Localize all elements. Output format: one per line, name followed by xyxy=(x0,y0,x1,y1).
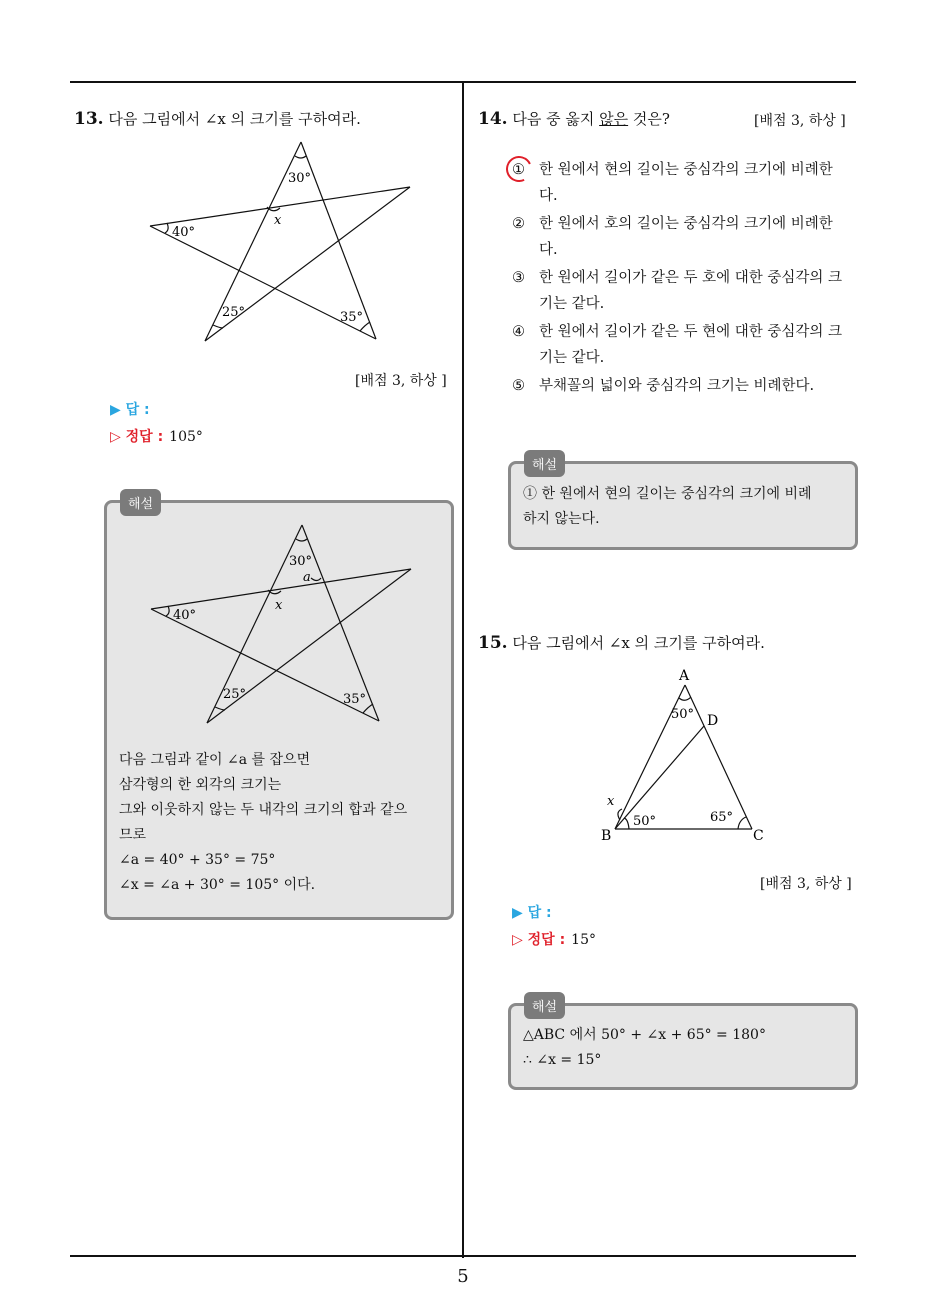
q15-side-AC xyxy=(685,685,752,829)
q15-triangle-figure xyxy=(595,665,775,850)
option-mark: ⑤ xyxy=(512,378,525,394)
option-text: 한 원에서 현의 길이는 중심각의 크기에 비례한 다. xyxy=(539,162,833,204)
option-mark: ② xyxy=(512,216,525,232)
column-divider xyxy=(462,83,464,1258)
q13-number: 13. xyxy=(74,109,104,129)
q14-option-3[interactable] xyxy=(512,265,852,317)
q14-expl-line: 하지 않는다. xyxy=(523,511,600,527)
q13-correct-label: ▷ 정답 : xyxy=(110,429,164,445)
q14-option-2[interactable] xyxy=(512,211,852,263)
q13-label-left: 40° xyxy=(172,225,196,240)
q13-expl-line: ∠x = ∠a + 30° = 105° 이다. xyxy=(119,877,316,893)
q14-option-5[interactable] xyxy=(512,373,852,399)
q14-number: 14. xyxy=(478,109,508,129)
q13-expl-label-a: a xyxy=(303,570,311,585)
q14-heading xyxy=(478,109,670,129)
q14-expl-line: ① 한 원에서 현의 길이는 중심각의 크기에 비례 xyxy=(523,486,812,502)
q15-answer-label: ▶ 답 : xyxy=(512,905,552,921)
q13-label-bottom-left: 25° xyxy=(222,305,246,320)
q15-segment-BD xyxy=(615,726,704,829)
q13-explanation-tag: 해설 xyxy=(120,489,161,516)
q15-correct-label: ▷ 정답 : xyxy=(512,932,566,948)
q14-explanation-text xyxy=(523,482,853,532)
q13-expl-label-top: 30° xyxy=(289,554,313,569)
q13-expl-label-bottom-left: 25° xyxy=(223,687,247,702)
q13-answer-label: ▶ 답 : xyxy=(110,402,150,418)
q15-label-C: C xyxy=(753,828,764,844)
q13-label-x: x xyxy=(274,213,282,228)
q14-option-4[interactable] xyxy=(512,319,852,371)
option-mark: ④ xyxy=(512,324,525,340)
option-mark: ① xyxy=(512,162,525,178)
option-text: 한 원에서 길이가 같은 두 호에 대한 중심각의 크기는 같다. xyxy=(539,270,843,312)
q14-text-underlined: 않은 xyxy=(599,110,629,128)
q15-expl-line: △ABC 에서 50° + ∠x + 65° = 180° xyxy=(523,1027,766,1043)
q13-star-figure xyxy=(140,140,420,350)
q15-text: 다음 그림에서 ∠x 의 크기를 구하여라. xyxy=(512,634,765,652)
q13-expl-line: 므로 xyxy=(119,827,147,843)
q13-answer-row xyxy=(110,399,150,419)
q13-explanation-text xyxy=(119,748,449,898)
q13-expl-label-bottom-right: 35° xyxy=(343,692,367,707)
q14-score: [배점 3, 하상 ] xyxy=(754,113,846,129)
q13-score: [배점 3, 하상 ] xyxy=(355,373,447,389)
q15-heading xyxy=(478,633,765,653)
q13-heading xyxy=(74,109,361,129)
q15-score: [배점 3, 하상 ] xyxy=(760,876,852,892)
q13-expl-label-x: x xyxy=(275,598,283,613)
q13-label-bottom-right: 35° xyxy=(340,310,364,325)
q14-text-before: 다음 중 옳지 xyxy=(512,110,600,128)
q15-label-D: D xyxy=(707,713,719,729)
option-text: 부채꼴의 넓이와 중심각의 크기는 비례한다. xyxy=(539,378,815,394)
q15-label-x: x xyxy=(607,794,615,809)
q14-text-after: 것은? xyxy=(628,110,670,128)
q15-explanation-tag: 해설 xyxy=(524,992,565,1019)
q13-correct-value: 105° xyxy=(169,429,203,445)
q13-expl-line: 삼각형의 한 외각의 크기는 xyxy=(119,777,282,793)
q15-correct-value: 15° xyxy=(571,932,596,948)
q13-expl-label-left: 40° xyxy=(173,608,197,623)
option-text: 한 원에서 호의 길이는 중심각의 크기에 비례한 다. xyxy=(539,216,833,258)
q15-label-angle-A: 50° xyxy=(671,707,695,722)
q14-option-1[interactable] xyxy=(512,157,852,209)
q15-correct-row xyxy=(512,929,596,949)
q13-expl-line: 그와 이웃하지 않는 두 내각의 크기의 합과 같으 xyxy=(119,802,408,818)
q13-expl-line: ∠a = 40° + 35° = 75° xyxy=(119,852,276,868)
q13-text: 다음 그림에서 ∠x 의 크기를 구하여라. xyxy=(108,110,361,128)
option-text: 한 원에서 길이가 같은 두 현에 대한 중심각의 크기는 같다. xyxy=(539,324,843,366)
q14-options xyxy=(512,157,852,401)
page-number: 5 xyxy=(457,1266,469,1287)
q14-explanation-tag: 해설 xyxy=(524,450,565,477)
q13-label-top: 30° xyxy=(288,171,312,186)
q15-expl-line: ∴ ∠x = 15° xyxy=(523,1052,602,1068)
q15-explanation-text xyxy=(523,1023,853,1073)
option-mark: ③ xyxy=(512,270,525,286)
q15-number: 15. xyxy=(478,633,508,653)
q13-line-top-bottomleft xyxy=(205,142,301,341)
q13-correct-row xyxy=(110,426,203,446)
q15-label-A: A xyxy=(679,668,690,684)
q13-explanation-figure xyxy=(147,523,427,733)
q15-label-angle-C: 65° xyxy=(710,810,734,825)
q15-label-angle-B: 50° xyxy=(633,814,657,829)
q13-explanation-box xyxy=(104,500,454,920)
q13-expl-line: 다음 그림과 같이 ∠a 를 잡으면 xyxy=(119,752,311,768)
q15-answer-row xyxy=(512,902,552,922)
q15-label-B: B xyxy=(601,828,612,844)
